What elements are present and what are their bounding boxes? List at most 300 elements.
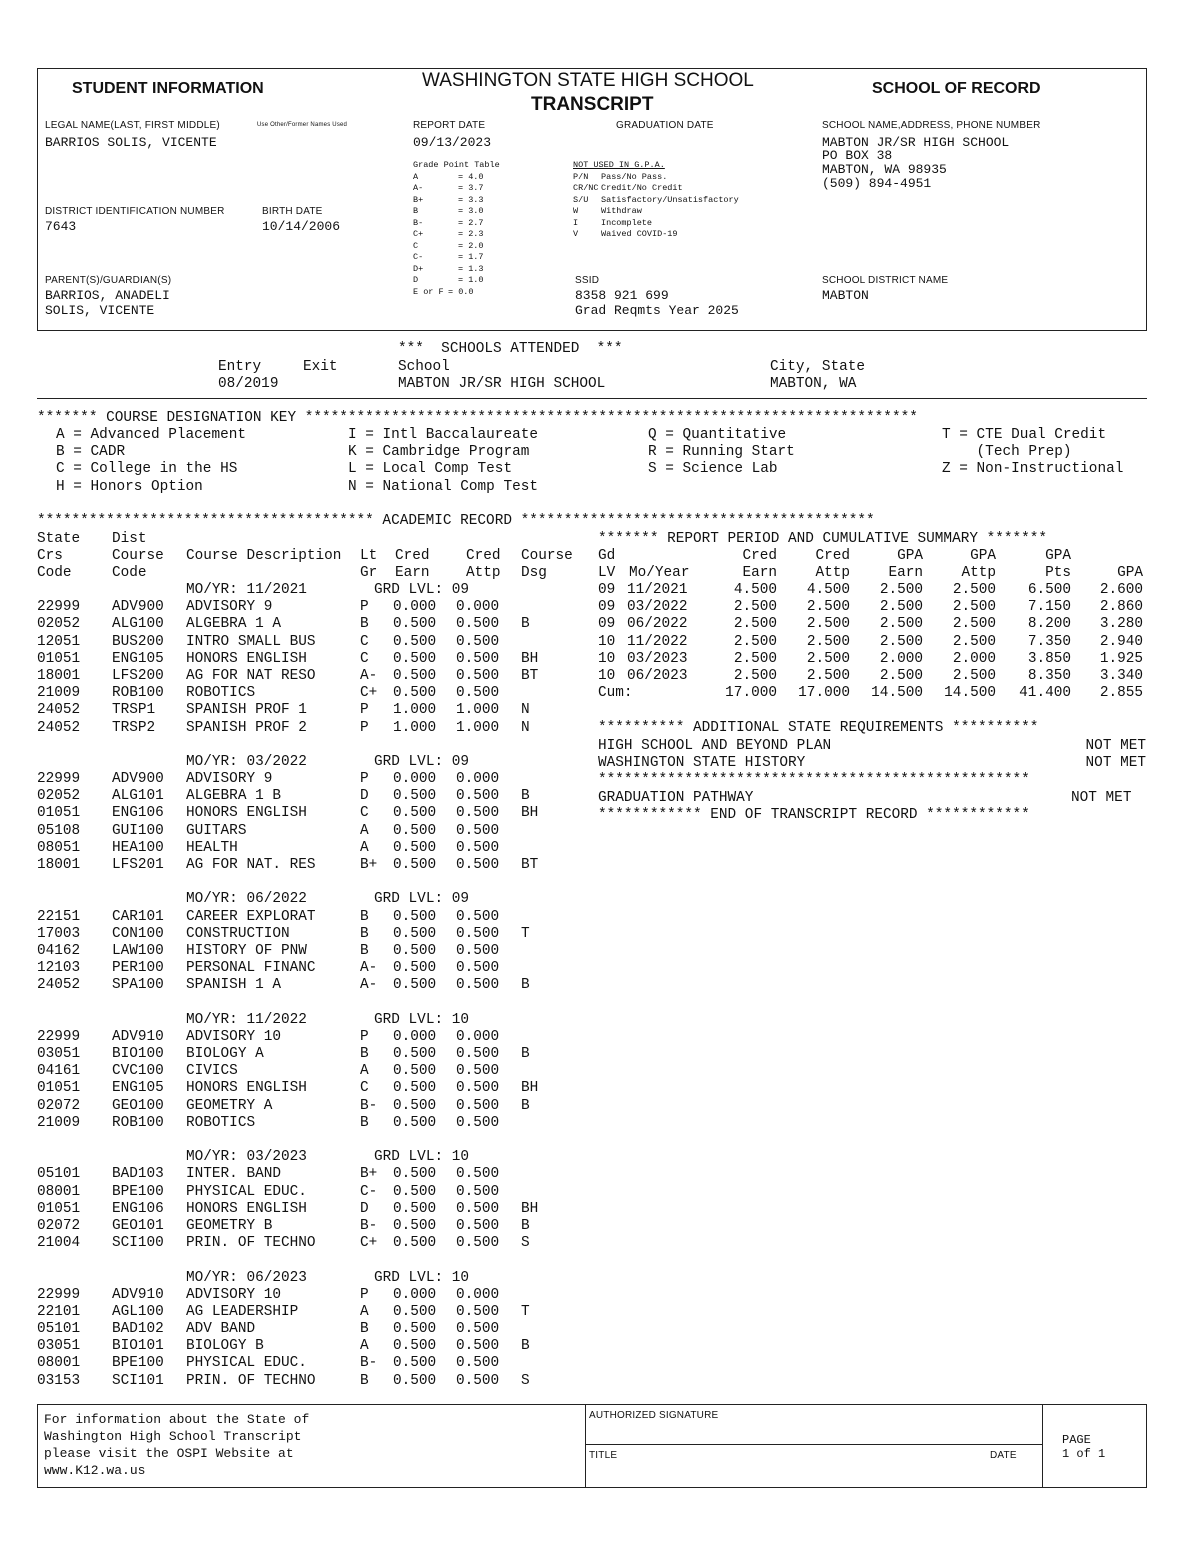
school-of-record-title: SCHOOL OF RECORD <box>872 80 1041 97</box>
designation-key-row-cell: T = CTE Dual Credit <box>942 427 1107 443</box>
course-row-cell: 01051 <box>37 1200 81 1217</box>
course-row-cell: GEOMETRY B <box>186 1217 273 1234</box>
summary-row-cell: 09 <box>598 582 616 598</box>
course-row-cell: ADVISORY 10 <box>186 1028 281 1045</box>
course-row <box>0 1321 600 1338</box>
course-row-cell: 01051 <box>37 1080 81 1097</box>
school-contact-line: MABTON JR/SR HIGH SCHOOL <box>822 135 1010 150</box>
course-row-cell: B- <box>360 1217 378 1234</box>
course-row-cell: 0.500 <box>456 977 500 994</box>
academic-banner: *************************************** ACADEMIC RECORD ***************************************** <box>37 513 875 529</box>
course-row-cell: D <box>360 788 369 805</box>
course-row-cell: BIO100 <box>112 1046 164 1063</box>
graduation-date-label: GRADUATION DATE <box>616 120 714 131</box>
term-header-row <box>0 1149 600 1166</box>
course-row-cell: ADV910 <box>112 1286 164 1303</box>
course-row-cell: SPANISH PROF 1 <box>186 702 307 719</box>
course-row-cell: GUITARS <box>186 822 247 839</box>
summary-row-cell: 09 <box>598 616 616 633</box>
not-used-code: V <box>573 229 579 239</box>
course-row-cell: C- <box>360 1183 378 1200</box>
course-row-cell: CONSTRUCTION <box>186 925 290 942</box>
designation-key-row <box>0 479 1200 496</box>
not-used-desc: Waived COVID-19 <box>601 229 678 239</box>
course-row-cell: B <box>360 1046 369 1063</box>
course-row-cell: B+ <box>360 1166 378 1183</box>
course-row-cell: 01051 <box>37 650 81 667</box>
course-row-cell: B <box>360 942 369 959</box>
course-row-cell: ROBOTICS <box>186 685 256 702</box>
course-row <box>0 720 600 737</box>
requirement-row <box>0 755 1200 772</box>
term-header-row-cell: GRD LVL: 09 <box>374 891 469 908</box>
district-id: 7643 <box>45 219 77 234</box>
summary-row-cell: 10 <box>598 667 616 684</box>
course-row-cell: P <box>360 702 369 719</box>
course-row-cell: PRIN. OF TECHNO <box>186 1372 316 1389</box>
summary-headers <box>0 548 1200 582</box>
course-row-cell: 0.000 <box>393 771 437 788</box>
summary-header-row-cell: GPA <box>970 548 996 564</box>
grade-value: = 3.3 <box>458 194 484 205</box>
course-row-cell: 0.500 <box>456 1338 500 1355</box>
course-row-cell: N <box>521 702 530 719</box>
course-row-cell: D <box>360 1200 369 1217</box>
course-row-cell: B- <box>360 1097 378 1114</box>
summary-row-cell: 2.500 <box>806 599 850 616</box>
designation-key-row-cell: C = College in the HS <box>56 461 238 478</box>
course-row-cell: 03153 <box>37 1372 81 1389</box>
footer-divider <box>585 1444 1042 1445</box>
course-row-cell: 0.500 <box>456 1114 500 1131</box>
course-row-cell: BH <box>521 805 539 822</box>
academic-header-row-cell: Dsg <box>521 565 547 582</box>
course-row <box>0 805 600 822</box>
summary-row <box>0 599 1200 616</box>
not-used-row <box>573 229 678 241</box>
course-row-cell: LAW100 <box>112 942 164 959</box>
grade-point-row <box>413 206 500 218</box>
summary-header-row-cell: GPA <box>1045 548 1071 564</box>
course-row-cell: B <box>521 1217 530 1234</box>
summary-row-cell: 3.850 <box>1027 650 1071 667</box>
course-row-cell: 21009 <box>37 1114 81 1131</box>
course-row-cell: 0.500 <box>393 1217 437 1234</box>
course-row-cell: HONORS ENGLISH <box>186 1200 307 1217</box>
grade-point-row <box>413 252 500 264</box>
course-row-cell: ADV900 <box>112 599 164 616</box>
course-row-cell: BT <box>521 857 539 873</box>
course-row-cell: BUS200 <box>112 633 164 650</box>
course-row-cell: 1.000 <box>393 702 437 719</box>
summary-header-row-cell: Attp <box>961 565 996 582</box>
course-row-cell: LFS201 <box>112 857 164 873</box>
summary-title: ******* REPORT PERIOD AND CUMULATIVE SUMMARY ******* <box>598 531 1048 547</box>
course-row-cell: ROBOTICS <box>186 1114 256 1131</box>
grade-point-row <box>413 195 500 207</box>
course-row-cell: 04162 <box>37 942 81 959</box>
parent-name: SOLIS, VICENTE <box>45 303 155 318</box>
course-row-cell: 0.500 <box>456 822 500 839</box>
course-row-cell: B <box>360 1321 369 1338</box>
course-row <box>0 1201 600 1218</box>
course-row-cell: INTRO SMALL BUS <box>186 633 316 650</box>
course-row-cell: A <box>360 1303 369 1320</box>
course-row-cell: S <box>521 1235 530 1252</box>
not-used-desc: Satisfactory/Unsatisfactory <box>601 194 739 205</box>
term-header-row-cell: MO/YR: 11/2021 <box>186 582 307 598</box>
not-used-row <box>573 183 683 195</box>
summary-row-cell: 10 <box>598 633 616 650</box>
course-row-cell: ALG100 <box>112 616 164 633</box>
course-row-cell: 0.500 <box>456 839 500 856</box>
course-row-cell: 04161 <box>37 1063 81 1080</box>
course-row-cell: B <box>360 616 369 633</box>
course-row-cell: HONORS ENGLISH <box>186 1080 307 1097</box>
not-used-desc: Withdraw <box>601 206 642 216</box>
grade-point-title: Grade Point Table <box>413 160 500 170</box>
date-label: DATE <box>990 1450 1017 1461</box>
summary-row-cell: 2.500 <box>733 633 777 650</box>
term-spacer <box>0 1252 600 1269</box>
course-row-cell: 05101 <box>37 1166 81 1183</box>
course-row-cell: B <box>521 977 530 994</box>
summary-header-row <box>0 548 1200 565</box>
course-row-cell: P <box>360 599 369 616</box>
course-row-cell: C+ <box>360 1235 378 1252</box>
course-row <box>0 1046 600 1063</box>
designation-key-row-cell: B = CADR <box>56 444 126 461</box>
course-row-cell: 0.500 <box>393 667 437 684</box>
parent-name: BARRIOS, ANADELI <box>45 288 170 303</box>
summary-row-cell: 2.000 <box>952 650 996 667</box>
course-row-cell: 08001 <box>37 1355 81 1372</box>
course-row-cell: 24052 <box>37 977 81 994</box>
summary-row-cell: 2.500 <box>733 650 777 667</box>
not-used-row <box>573 171 668 184</box>
term-header-row-cell: GRD LVL: 09 <box>374 753 469 770</box>
grade-value: = 1.7 <box>458 252 484 262</box>
course-row <box>0 1304 600 1321</box>
course-row-cell: 0.500 <box>393 1046 437 1063</box>
course-row-cell: CON100 <box>112 925 164 942</box>
term-header-row-cell: MO/YR: 11/2022 <box>186 1011 307 1028</box>
summary-row-cell: 2.940 <box>1099 633 1143 650</box>
summary-row-cell: 2.500 <box>733 616 777 633</box>
summary-row-cell: 2.500 <box>952 667 996 684</box>
transcript-title: TRANSCRIPT <box>531 94 654 115</box>
academic-header-row-cell: State <box>37 531 81 547</box>
course-row-cell: PHYSICAL EDUC. <box>186 1183 307 1200</box>
schools-attended-title: *** SCHOOLS ATTENDED *** <box>398 341 623 357</box>
course-row-cell: 0.500 <box>393 616 437 633</box>
summary-row-cell: 11/2021 <box>627 582 688 598</box>
summary-row-cell: 2.500 <box>879 667 923 684</box>
course-row-cell: BH <box>521 650 539 667</box>
course-row-cell: CAREER EXPLORAT <box>186 908 316 925</box>
summary-cum-row-cell: 2.855 <box>1099 685 1143 702</box>
requirements-title: ********** ADDITIONAL STATE REQUIREMENTS ********** <box>598 720 1039 736</box>
course-row-cell: 12051 <box>37 633 81 650</box>
summary-header-row <box>0 565 1200 582</box>
course-row-cell: 0.500 <box>456 1217 500 1234</box>
course-row <box>0 1098 600 1115</box>
academic-header-row-cell: Attp <box>466 565 501 582</box>
designation-key-row <box>0 427 1200 444</box>
summary-row-cell: 03/2023 <box>627 650 688 667</box>
course-row-cell: 01051 <box>37 805 81 822</box>
grade-letter: E or F <box>413 286 444 297</box>
grade-point-row <box>413 229 500 241</box>
term-header-row-cell: GRD LVL: 10 <box>374 1149 469 1166</box>
summary-row-cell: 03/2022 <box>627 599 688 616</box>
course-row-cell: TRSP2 <box>112 719 156 736</box>
course-row <box>0 771 600 788</box>
course-row-cell: 0.500 <box>456 925 500 942</box>
course-row-cell: A <box>360 822 369 839</box>
course-row-cell: ADV900 <box>112 771 164 788</box>
course-row-cell: B+ <box>360 857 378 873</box>
course-row-cell: 0.500 <box>456 1080 500 1097</box>
course-row-cell: 0.500 <box>456 1372 500 1389</box>
course-row-cell: ADVISORY 10 <box>186 1286 281 1303</box>
course-row-cell: 03051 <box>37 1338 81 1355</box>
grade-value: = 1.0 <box>458 275 484 285</box>
academic-header-row-cell: Course Description <box>186 548 342 565</box>
school-title: WASHINGTON STATE HIGH SCHOOL <box>422 70 754 91</box>
course-row-cell: PERSONAL FINANC <box>186 960 316 977</box>
not-used-code: CR/NC <box>573 183 599 193</box>
ssid-label: SSID <box>575 275 600 286</box>
graduation-pathway: GRADUATION PATHWAY <box>598 790 754 806</box>
not-used-desc: Pass/No Pass. <box>601 171 668 182</box>
course-row-cell: B <box>360 1114 369 1131</box>
course-row-cell: 0.500 <box>393 788 437 805</box>
grade-value: = 3.7 <box>458 183 484 193</box>
summary-row <box>0 668 1200 685</box>
course-row <box>0 1218 600 1235</box>
course-row-cell: TRSP1 <box>112 702 156 719</box>
course-row-cell: B <box>521 788 530 805</box>
not-used-code: P/N <box>573 171 589 182</box>
summary-row-cell: 2.500 <box>879 582 923 598</box>
summary-row-cell: 2.500 <box>952 582 996 598</box>
requirement-row-cell: WASHINGTON STATE HISTORY <box>598 755 806 772</box>
course-row <box>0 1115 600 1132</box>
course-row-cell: 24052 <box>37 702 81 719</box>
course-row-cell: 0.500 <box>393 1097 437 1114</box>
course-row-cell: 0.000 <box>456 771 500 788</box>
course-row-cell: ADV BAND <box>186 1321 256 1338</box>
grade-value: = 2.7 <box>458 217 484 228</box>
not-used-table <box>573 160 739 241</box>
summary-header-row-cell: Cred <box>742 548 777 564</box>
course-row <box>0 977 600 994</box>
designation-key-row <box>0 444 1200 461</box>
not-used-code: W <box>573 206 579 216</box>
summary-row-cell: 2.600 <box>1099 582 1143 598</box>
col-exit: Exit <box>303 359 338 375</box>
course-row-cell: N <box>521 719 530 736</box>
summary-row-cell: 2.500 <box>733 667 777 684</box>
course-row-cell: AG FOR NAT. RES <box>186 857 316 873</box>
footer-info <box>44 1411 309 1479</box>
grade-value: = 3.0 <box>458 206 484 216</box>
summary-row <box>0 634 1200 651</box>
course-row-cell: ALG101 <box>112 788 164 805</box>
summary-row-cell: 4.500 <box>806 582 850 598</box>
summary-row-cell: 1.925 <box>1099 650 1143 667</box>
designation-key-row-cell: N = National Comp Test <box>348 478 538 495</box>
course-row-cell: 0.500 <box>456 1097 500 1114</box>
summary-cum-row-cell: 14.500 <box>944 685 996 702</box>
summary-row-cell: 2.500 <box>806 667 850 684</box>
col-school: School <box>398 359 450 375</box>
course-row-cell: BIO101 <box>112 1338 164 1355</box>
course-row-cell: C <box>360 650 369 667</box>
course-row-cell: BAD103 <box>112 1166 164 1183</box>
course-row-cell: 02072 <box>37 1097 81 1114</box>
course-row-cell: 0.500 <box>393 633 437 650</box>
page-value: 1 of 1 <box>1062 1447 1106 1461</box>
course-row-cell: ADVISORY 9 <box>186 771 273 788</box>
student-info-title: STUDENT INFORMATION <box>72 80 264 97</box>
parent-label: PARENT(S)/GUARDIAN(S) <box>45 275 172 286</box>
course-row-cell: 0.500 <box>456 788 500 805</box>
course-row-cell: SCI100 <box>112 1235 164 1252</box>
course-row-cell: 0.000 <box>456 1028 500 1045</box>
grade-value: = 4.0 <box>458 171 484 182</box>
academic-header-row-cell: Course <box>112 548 164 565</box>
course-row-cell: 22999 <box>37 599 81 616</box>
course-row-cell: B <box>360 1372 369 1389</box>
course-row-cell: 05101 <box>37 1321 81 1338</box>
not-used-row <box>573 218 665 230</box>
requirement-row-cell: NOT MET <box>1085 755 1146 772</box>
course-row-cell: 22999 <box>37 1286 81 1303</box>
designation-key-row-cell: Q = Quantitative <box>648 427 787 443</box>
course-row <box>0 1235 600 1252</box>
course-row-cell: 0.500 <box>393 1303 437 1320</box>
term-header-row-cell: GRD LVL: 09 <box>374 582 469 598</box>
grade-value: = 0.0 <box>448 286 474 297</box>
course-row-cell: PER100 <box>112 960 164 977</box>
summary-row-cell: 11/2022 <box>627 633 688 650</box>
grade-point-row <box>413 287 500 299</box>
academic-header-row-cell: Crs <box>37 548 63 565</box>
course-row-cell: 21004 <box>37 1235 81 1252</box>
academic-header-row-cell: Gr <box>360 565 378 582</box>
page-label: PAGE <box>1062 1433 1091 1447</box>
course-row-cell: B <box>521 616 530 633</box>
term-header-row <box>0 1012 600 1029</box>
academic-terms <box>0 582 600 1390</box>
summary-row-cell: 2.500 <box>952 633 996 650</box>
summary-header-row-cell: Earn <box>742 565 777 582</box>
designation-key <box>0 427 1200 496</box>
grade-letter: A <box>413 171 419 182</box>
designation-key-row-cell: K = Cambridge Program <box>348 444 530 461</box>
school-entry: 08/2019 <box>218 376 279 392</box>
course-row-cell: HONORS ENGLISH <box>186 805 307 822</box>
school-contact-label: SCHOOL NAME,ADDRESS, PHONE NUMBER <box>822 120 1041 131</box>
course-row-cell: SPANISH PROF 2 <box>186 719 307 736</box>
grade-point-row <box>413 218 500 230</box>
summary-row-cell: 3.280 <box>1099 616 1143 633</box>
designation-key-row-cell: L = Local Comp Test <box>348 461 513 478</box>
term-spacer <box>0 995 600 1012</box>
course-row-cell: 0.500 <box>393 1321 437 1338</box>
designation-key-row-cell: A = Advanced Placement <box>56 427 246 443</box>
course-row-cell: 0.500 <box>456 1183 500 1200</box>
course-row-cell: SCI101 <box>112 1372 164 1389</box>
term-header-row-cell: MO/YR: 03/2023 <box>186 1149 307 1166</box>
course-row <box>0 1184 600 1201</box>
school-contact-line: (509) 894-4951 <box>822 176 932 191</box>
summary-row-cell: 09 <box>598 599 616 616</box>
course-row-cell: 02052 <box>37 616 81 633</box>
summary-row <box>0 582 1200 599</box>
course-row <box>0 943 600 960</box>
course-row <box>0 1338 600 1355</box>
requirement-row-cell: NOT MET <box>1085 738 1146 754</box>
summary-row-cell: 7.350 <box>1027 633 1071 650</box>
course-row <box>0 909 600 926</box>
school-contact-line: MABTON, WA 98935 <box>822 162 947 177</box>
course-row-cell: A- <box>360 977 378 994</box>
course-row-cell: 0.000 <box>456 1286 500 1303</box>
summary-row-cell: 2.500 <box>879 633 923 650</box>
summary-cum-row-cell: 41.400 <box>1019 685 1071 702</box>
course-row-cell: ADV910 <box>112 1028 164 1045</box>
course-row-cell: B <box>360 908 369 925</box>
course-row-cell: 0.500 <box>393 1372 437 1389</box>
grade-letter: A- <box>413 183 424 193</box>
course-row-cell: 22151 <box>37 908 81 925</box>
term-header-row-cell: GRD LVL: 10 <box>374 1011 469 1028</box>
course-row-cell: ALGEBRA 1 A <box>186 616 281 633</box>
designation-key-row-cell: H = Honors Option <box>56 478 203 495</box>
summary-row-cell: 10 <box>598 650 616 667</box>
school-contact <box>822 135 1009 191</box>
parent-list <box>45 288 170 318</box>
course-row-cell: 0.500 <box>393 1235 437 1252</box>
requirements-stars: ************************************************** <box>598 772 1030 788</box>
summary-row-cell: 2.500 <box>806 616 850 633</box>
course-row-cell: BT <box>521 667 539 684</box>
course-row-cell: BAD102 <box>112 1321 164 1338</box>
summary-row-cell: 6.500 <box>1027 582 1071 598</box>
course-row-cell: 0.500 <box>456 1235 500 1252</box>
course-row-cell: S <box>521 1372 530 1389</box>
course-row-cell: ENG106 <box>112 805 164 822</box>
course-row-cell: 0.500 <box>456 1063 500 1080</box>
not-used-title: NOT USED IN G.P.A. <box>573 160 665 170</box>
course-row-cell: C+ <box>360 685 378 702</box>
requirements-list <box>0 738 1200 772</box>
summary-row-cell: 2.500 <box>879 599 923 616</box>
summary-cum-row-cell: 14.500 <box>871 685 923 702</box>
summary-header-row-cell: Pts <box>1045 565 1071 582</box>
course-row-cell: 22999 <box>37 771 81 788</box>
course-row-cell: 1.000 <box>393 719 437 736</box>
grade-letter: C <box>413 240 419 251</box>
academic-header-row-cell: Cred <box>395 548 430 565</box>
grad-requirements-year: Grad Reqmts Year 2025 <box>575 303 739 318</box>
summary-header-row-cell: Gd <box>598 548 616 564</box>
summary-row-cell: 2.000 <box>879 650 923 667</box>
summary-row <box>0 651 1200 668</box>
